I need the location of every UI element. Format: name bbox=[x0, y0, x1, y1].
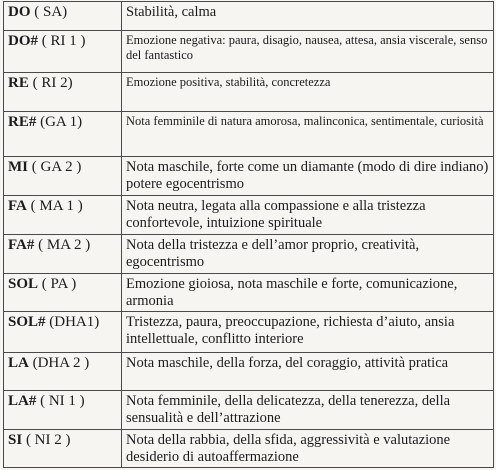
table-row bbox=[4, 196, 494, 235]
note-cell bbox=[4, 391, 122, 430]
description-cell: Emozione negativa: paura, disagio, nausea, attesa, ansia viscerale, senso del fantastico bbox=[122, 31, 494, 73]
description-cell: Nota neutra, legata alla compassione e alla tristezza confortevole, intuizione spirituale bbox=[122, 196, 494, 235]
indian-name: (GA 1) bbox=[36, 114, 83, 130]
note-name: LA bbox=[8, 355, 29, 371]
description-cell: Nota della tristezza e dell’amor proprio, creatività, egocentrismo bbox=[122, 235, 494, 274]
table-row bbox=[4, 235, 494, 274]
table-row bbox=[4, 312, 494, 353]
indian-name: ( PA ) bbox=[38, 276, 77, 292]
description-cell: Nota maschile, forte come un diamante (modo di dire indiano) potere egocentrismo bbox=[122, 157, 494, 196]
note-name: RE# bbox=[8, 114, 37, 130]
indian-name: ( NI 1 ) bbox=[36, 393, 85, 409]
note-name: SI bbox=[8, 432, 23, 448]
indian-name: ( MA 2 ) bbox=[34, 237, 91, 253]
note-cell bbox=[4, 196, 122, 235]
note-name: LA# bbox=[8, 393, 37, 409]
table-row bbox=[4, 391, 494, 430]
description-cell: Nota femminile, della delicatezza, della tenerezza, della sensualità e dell’attrazione bbox=[122, 391, 494, 430]
table-row bbox=[4, 157, 494, 196]
note-name: FA# bbox=[8, 237, 35, 253]
indian-name: ( RI 2) bbox=[28, 75, 73, 91]
indian-name: (DHA 2 ) bbox=[28, 355, 90, 371]
note-cell bbox=[4, 2, 122, 31]
note-cell bbox=[4, 274, 122, 312]
note-name: RE bbox=[8, 75, 29, 91]
note-name: FA bbox=[8, 198, 27, 214]
description-cell: Emozione positiva, stabilità, concretezza bbox=[122, 73, 494, 112]
note-cell bbox=[4, 31, 122, 73]
note-cell bbox=[4, 312, 122, 353]
table-row bbox=[4, 430, 494, 468]
note-cell bbox=[4, 112, 122, 157]
table-row bbox=[4, 353, 494, 391]
description-cell: Nota femminile di natura amorosa, malinconica, sentimentale, curiosità bbox=[122, 112, 494, 157]
note-name: SOL# bbox=[8, 314, 46, 330]
note-name: SOL bbox=[8, 276, 39, 292]
description-cell: Tristezza, paura, preoccupazione, richiesta d’aiuto, ansia intellettuale, conflitto interiore bbox=[122, 312, 494, 353]
note-name: MI bbox=[8, 159, 28, 175]
note-name: DO# bbox=[8, 33, 38, 49]
notes-emotion-table bbox=[3, 1, 494, 468]
note-cell bbox=[4, 235, 122, 274]
description-cell: Emozione gioiosa, nota maschile e forte, comunicazione, armonia bbox=[122, 274, 494, 312]
table-row bbox=[4, 73, 494, 112]
table-row bbox=[4, 274, 494, 312]
table-row bbox=[4, 31, 494, 73]
description-cell: Nota maschile, della forza, del coraggio, attività pratica bbox=[122, 353, 494, 391]
note-cell bbox=[4, 430, 122, 468]
table-row bbox=[4, 2, 494, 31]
indian-name: ( SA) bbox=[30, 4, 68, 20]
indian-name: ( NI 2 ) bbox=[22, 432, 71, 448]
indian-name: ( RI 1 ) bbox=[38, 33, 86, 49]
note-cell bbox=[4, 353, 122, 391]
note-cell bbox=[4, 157, 122, 196]
description-cell: Stabilità, calma bbox=[122, 2, 494, 31]
indian-name: ( GA 2 ) bbox=[28, 159, 82, 175]
indian-name: (DHA1) bbox=[45, 314, 100, 330]
indian-name: ( MA 1 ) bbox=[26, 198, 83, 214]
note-cell bbox=[4, 73, 122, 112]
note-name: DO bbox=[8, 4, 31, 20]
description-cell: Nota della rabbia, della sfida, aggressività e valutazione desiderio di autoaffermazione bbox=[122, 430, 494, 468]
table-row bbox=[4, 112, 494, 157]
